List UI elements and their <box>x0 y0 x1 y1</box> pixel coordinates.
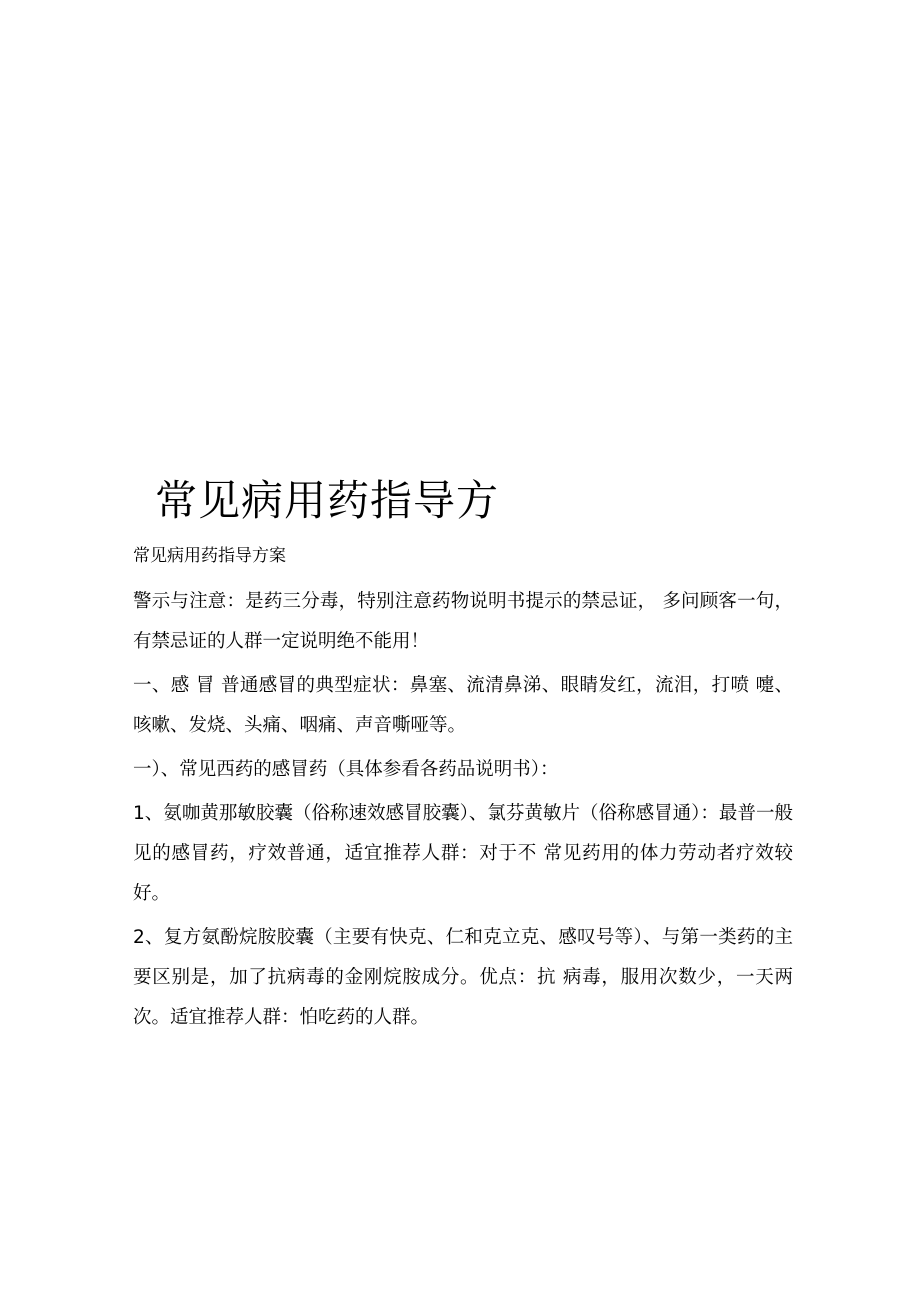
paragraph-item-1: 1、氨咖黄那敏胶囊（俗称速效感冒胶囊）、氯芬黄敏片（俗称感冒通）：最普一般见的感冒药，疗效普通，适宜推荐人群：对于不 常见药用的体力劳动者疗效较好。 <box>133 803 793 904</box>
page-title: 常见病用药指导方 <box>155 476 500 525</box>
document-subtitle: 常见病用药指导方案 <box>133 546 286 566</box>
paragraph-section-cold: 一、感 冒 普通感冒的典型症状：鼻塞、流清鼻涕、眼睛发红，流泪，打喷 嚏、咳嗽、发烧、头痛、咽痛、声音嘶哑等。 <box>133 675 793 736</box>
paragraph-subsection-western-medicine: 一）、常见西药的感冒药（具体参看各药品说明书）： <box>133 759 559 780</box>
document-body <box>133 472 793 1038</box>
paragraph-warning: 警示与注意：是药三分毒，特别注意药物说明书提示的禁忌证， 多问顾客一句，有禁忌证的人群一定说明绝不能用！ <box>133 591 793 652</box>
paragraph-item-2: 2、复方氨酚烷胺胶囊（主要有快克、仁和克立克、感叹号等）、与第一类药的主要区别是，加了抗病毒的金刚烷胺成分。优点：抗 病毒，服用次数少，一天两次。适宜推荐人群：怕吃药的人群。 <box>133 927 793 1028</box>
